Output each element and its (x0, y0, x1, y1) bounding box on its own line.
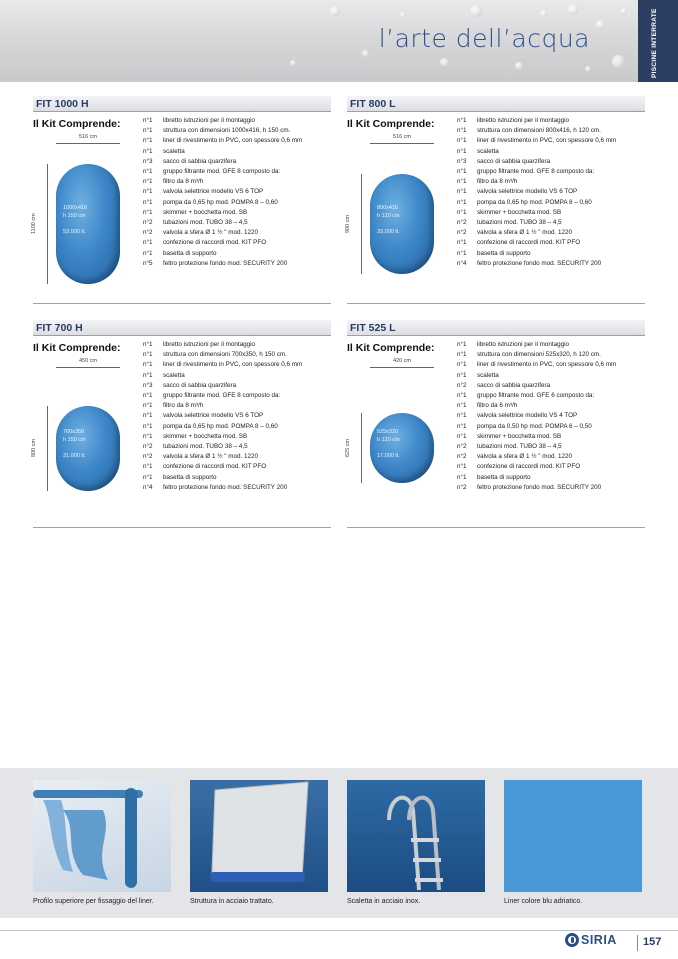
item-quantity: n°1 (457, 249, 467, 257)
item-quantity: n°1 (143, 371, 153, 379)
height-dimension-line (47, 406, 48, 491)
pool-size: 1000x416 (63, 205, 88, 211)
item-quantity: n°1 (143, 239, 153, 247)
ladder-photo (347, 780, 485, 892)
kit-item (457, 483, 647, 493)
page-number: 157 (643, 936, 662, 948)
kit-item-list (143, 116, 333, 269)
kit-item (143, 167, 333, 177)
item-text: pompa da 0,65 hp mod. POMPA 8 – 0,60 (163, 198, 278, 206)
pool-shape (370, 174, 434, 274)
item-text: valvola a sfera Ø 1 ½ " mod. 1220 (163, 229, 258, 237)
water-drop (596, 20, 605, 29)
item-text: tubazioni mod. TUBO 38 – 4,5 (163, 443, 248, 451)
item-quantity: n°1 (143, 178, 153, 186)
item-text: pompa da 0,65 hp mod. POMPA 8 – 0,60 (163, 422, 278, 430)
item-quantity: n°4 (143, 483, 153, 491)
width-dimension-line (370, 143, 434, 144)
item-quantity: n°2 (457, 483, 467, 491)
pool-depth: h 120 cm (377, 437, 400, 443)
item-quantity: n°1 (143, 402, 153, 410)
brand-logo (565, 933, 617, 947)
item-quantity: n°5 (143, 259, 153, 267)
kit-item (143, 228, 333, 238)
kit-item-list (457, 116, 647, 269)
width-dimension-line (370, 367, 434, 368)
water-drop (290, 60, 296, 66)
pool-width-label: 516 cm (78, 134, 98, 140)
item-quantity: n°1 (143, 249, 153, 257)
item-quantity: n°1 (457, 239, 467, 247)
kit-item (143, 381, 333, 391)
footer-divider (0, 930, 678, 931)
water-drop (400, 12, 406, 18)
item-text: filtro da 8 m³/h (163, 402, 204, 410)
item-text: gruppo filtrante mod. GFE 8 composto da: (477, 168, 595, 176)
kit-item (143, 360, 333, 370)
siria-logo-icon (565, 933, 579, 947)
item-quantity: n°1 (457, 361, 467, 369)
kit-item (143, 238, 333, 248)
item-text: skimmer + bocchetta mod. SB (163, 432, 248, 440)
kit-item (457, 238, 647, 248)
item-quantity: n°1 (143, 198, 153, 206)
item-text: valvola a sfera Ø 1 ½ " mod. 1220 (477, 229, 572, 237)
water-drop (440, 58, 449, 67)
item-quantity: n°1 (143, 473, 153, 481)
water-drop (540, 10, 547, 17)
kit-item (457, 340, 647, 350)
kit-item (457, 371, 647, 381)
item-text: skimmer + bocchetta mod. SB (477, 208, 562, 216)
kit-item (143, 136, 333, 146)
pool-size: 800x416 (377, 205, 399, 211)
item-quantity: n°1 (457, 198, 467, 206)
item-text: filtro da 6 m³/h (477, 402, 518, 410)
item-quantity: n°1 (457, 402, 467, 410)
ladder-icon (347, 780, 485, 892)
pool-volume: 17.000 lt. (377, 453, 400, 459)
item-text: feltro protezione fondo mod. SECURITY 200 (477, 259, 602, 267)
item-text: filtro da 8 m³/h (477, 178, 518, 186)
height-dimension-line (47, 164, 48, 284)
pool-size: 700x350 (63, 429, 85, 435)
item-quantity: n°3 (143, 157, 153, 165)
kit-item (143, 350, 333, 360)
item-text: liner di rivestimento in PVC, con spessore 0,6 mm (163, 137, 303, 145)
kit-item (457, 177, 647, 187)
kit-item (457, 208, 647, 218)
kit-item (143, 147, 333, 157)
product-block (33, 320, 331, 528)
pool-width-label: 516 cm (392, 134, 412, 140)
item-quantity: n°1 (457, 371, 467, 379)
kit-item (143, 259, 333, 269)
item-text: tubazioni mod. TUBO 38 – 4,5 (477, 443, 562, 451)
item-quantity: n°1 (143, 422, 153, 430)
liner-profile-icon (33, 780, 171, 892)
item-quantity: n°1 (143, 117, 153, 124)
item-quantity: n°1 (143, 392, 153, 400)
item-text: scaletta (163, 371, 185, 379)
item-quantity: n°1 (143, 168, 153, 176)
kit-item (143, 473, 333, 483)
kit-item (457, 259, 647, 269)
kit-item (457, 136, 647, 146)
item-text: basetta di supporto (163, 473, 217, 481)
water-drop (330, 6, 340, 16)
item-quantity: n°1 (457, 432, 467, 440)
item-quantity: n°1 (457, 117, 467, 124)
item-quantity: n°1 (457, 168, 467, 176)
item-quantity: n°1 (143, 208, 153, 216)
pool-volume: 33.000 lt. (377, 229, 400, 235)
item-quantity: n°2 (457, 453, 467, 461)
item-text: liner di rivestimento in PVC, con spessore 0,6 mm (163, 361, 303, 369)
item-quantity: n°1 (143, 188, 153, 196)
kit-item (457, 147, 647, 157)
item-text: valvola a sfera Ø 1 ½ " mod. 1220 (477, 453, 572, 461)
kit-item (143, 198, 333, 208)
kit-item (457, 462, 647, 472)
item-text: scaletta (477, 371, 499, 379)
kit-item (457, 452, 647, 462)
brand-name: SIRIA (581, 933, 617, 947)
kit-item (457, 473, 647, 483)
item-quantity: n°2 (143, 453, 153, 461)
item-quantity: n°1 (143, 463, 153, 471)
kit-item (457, 126, 647, 136)
kit-item (143, 452, 333, 462)
item-text: tubazioni mod. TUBO 38 – 4,5 (477, 219, 562, 227)
kit-label: Il Kit Comprende: (347, 342, 435, 354)
kit-item (457, 116, 647, 126)
item-quantity: n°1 (143, 341, 153, 348)
kit-label: Il Kit Comprende: (347, 118, 435, 130)
kit-item (457, 218, 647, 228)
water-drop (585, 66, 591, 72)
item-quantity: n°1 (457, 208, 467, 216)
item-quantity: n°1 (143, 137, 153, 145)
item-text: basetta di supporto (477, 473, 531, 481)
kit-item (143, 126, 333, 136)
item-quantity: n°1 (143, 412, 153, 420)
kit-item (143, 116, 333, 126)
item-quantity: n°1 (457, 412, 467, 420)
pool-width-label: 450 cm (78, 358, 98, 364)
pool-diagram (347, 134, 447, 298)
item-quantity: n°1 (143, 351, 153, 359)
kit-item (143, 208, 333, 218)
item-text: confezione di raccordi mod. KIT PFO (163, 463, 267, 471)
pool-diagram (33, 358, 133, 522)
product-title: FIT 525 L (350, 322, 396, 334)
item-quantity: n°3 (143, 381, 153, 389)
item-quantity: n°2 (143, 219, 153, 227)
item-text: confezione di raccordi mod. KIT PFO (477, 239, 581, 247)
item-quantity: n°2 (143, 229, 153, 237)
width-dimension-line (56, 367, 120, 368)
item-quantity: n°1 (457, 188, 467, 196)
kit-item (143, 187, 333, 197)
kit-item (143, 411, 333, 421)
pool-depth: h 150 cm (63, 213, 86, 219)
liner-profile-photo (33, 780, 171, 892)
pool-shape (370, 413, 434, 483)
kit-item (143, 249, 333, 259)
pool-height-label: 1100 cm (31, 213, 37, 235)
footer-separator (637, 935, 638, 951)
kit-item (457, 381, 647, 391)
product-title: FIT 700 H (36, 322, 83, 334)
item-text: valvola selettrice modello VS 6 TOP (477, 188, 578, 196)
kit-item (143, 483, 333, 493)
item-text: struttura con dimensioni 800x416, h 120 cm. (477, 127, 601, 135)
pool-shape (56, 164, 120, 284)
kit-item (143, 218, 333, 228)
item-text: struttura con dimensioni 700x350, h 150 cm. (163, 351, 287, 359)
item-text: libretto istruzioni per il montaggio (163, 117, 256, 124)
kit-item (457, 249, 647, 259)
item-quantity: n°3 (457, 157, 467, 165)
kit-item (143, 422, 333, 432)
item-text: confezione di raccordi mod. KIT PFO (477, 463, 581, 471)
item-quantity: n°2 (457, 219, 467, 227)
kit-item (143, 442, 333, 452)
pool-size: 525x320 (377, 429, 399, 435)
item-text: feltro protezione fondo mod. SECURITY 200 (477, 483, 602, 491)
item-quantity: n°1 (143, 127, 153, 135)
kit-item (457, 401, 647, 411)
kit-item-list (143, 340, 333, 493)
item-text: sacco di sabbia quarzifera (477, 157, 551, 165)
pool-height-label: 800 cm (31, 438, 37, 458)
pool-volume: 53.000 lt. (63, 229, 86, 235)
product-block (347, 96, 645, 304)
section-tab-label: PISCINE INTERRATE (651, 8, 658, 78)
item-quantity: n°1 (143, 147, 153, 155)
item-text: basetta di supporto (163, 249, 217, 257)
kit-item (457, 157, 647, 167)
item-quantity: n°1 (143, 432, 153, 440)
kit-item (143, 401, 333, 411)
pool-width-label: 420 cm (392, 358, 412, 364)
item-text: libretto istruzioni per il montaggio (163, 341, 256, 348)
pool-diagram (33, 134, 133, 298)
item-text: pompa da 0,65 hp mod. POMPA 8 – 0,60 (477, 198, 592, 206)
kit-item (457, 187, 647, 197)
item-text: pompa da 0,50 hp mod. POMPA 6 – 0,50 (477, 422, 592, 430)
kit-item (457, 360, 647, 370)
kit-item (457, 432, 647, 442)
kit-item (457, 228, 647, 238)
item-text: tubazioni mod. TUBO 38 – 4,5 (163, 219, 248, 227)
kit-item (143, 371, 333, 381)
kit-item (143, 157, 333, 167)
item-text: valvola a sfera Ø 1 ½ " mod. 1220 (163, 453, 258, 461)
item-text: valvola selettrice modello VS 4 TOP (477, 412, 578, 420)
item-quantity: n°1 (457, 473, 467, 481)
photo-caption: Profilo superiore per fissaggio del liner. (33, 898, 154, 905)
item-quantity: n°1 (457, 137, 467, 145)
item-quantity: n°1 (457, 422, 467, 430)
kit-item (457, 198, 647, 208)
photo-caption: Scaletta in acciaio inox. (347, 898, 421, 905)
item-text: libretto istruzioni per il montaggio (477, 341, 570, 348)
water-drop (568, 4, 579, 15)
item-text: skimmer + bocchetta mod. SB (163, 208, 248, 216)
photo-caption: Struttura in acciaio trattato. (190, 898, 274, 905)
item-quantity: n°1 (143, 361, 153, 369)
kit-label: Il Kit Comprende: (33, 118, 121, 130)
item-text: sacco di sabbia quarzifera (477, 381, 551, 389)
kit-item (143, 432, 333, 442)
water-drop (612, 55, 625, 68)
water-drop (362, 50, 369, 57)
water-drop (470, 5, 482, 17)
item-text: feltro protezione fondo mod. SECURITY 200 (163, 483, 288, 491)
item-text: basetta di supporto (477, 249, 531, 257)
kit-item (143, 177, 333, 187)
item-text: confezione di raccordi mod. KIT PFO (163, 239, 267, 247)
item-text: feltro protezione fondo mod. SECURITY 200 (163, 259, 288, 267)
item-text: gruppo filtrante mod. GFE 6 composto da: (477, 392, 595, 400)
item-text: struttura con dimensioni 525x320, h 120 cm. (477, 351, 601, 359)
pool-diagram (347, 358, 447, 522)
item-text: skimmer + bocchetta mod. SB (477, 432, 562, 440)
kit-item (143, 340, 333, 350)
item-text: scaletta (477, 147, 499, 155)
item-text: liner di rivestimento in PVC, con spessore 0,6 mm (477, 137, 617, 145)
kit-item (457, 167, 647, 177)
item-text: libretto istruzioni per il montaggio (477, 117, 570, 124)
item-text: liner di rivestimento in PVC, con spessore 0,6 mm (477, 361, 617, 369)
product-block (33, 96, 331, 304)
pool-shape (56, 406, 120, 491)
kit-item (143, 462, 333, 472)
pool-depth: h 120 cm (377, 213, 400, 219)
kit-item (457, 411, 647, 421)
item-text: valvola selettrice modello VS 6 TOP (163, 188, 264, 196)
item-quantity: n°1 (457, 178, 467, 186)
item-quantity: n°1 (457, 341, 467, 348)
item-text: struttura con dimensioni 1000x416, h 150 cm. (163, 127, 291, 135)
blue-liner-photo (504, 780, 642, 892)
height-dimension-line (361, 174, 362, 274)
steel-structure-icon (190, 780, 328, 892)
kit-item (457, 422, 647, 432)
item-text: gruppo filtrante mod. GFE 8 composto da: (163, 168, 281, 176)
pool-volume: 31.000 lt. (63, 453, 86, 459)
item-text: sacco di sabbia quarzifera (163, 381, 237, 389)
water-drop (620, 8, 627, 15)
page-title: l’arte dell’acqua (378, 24, 590, 53)
product-title: FIT 1000 H (36, 98, 89, 110)
kit-item (457, 350, 647, 360)
pool-height-label: 900 cm (345, 214, 351, 234)
item-quantity: n°4 (457, 259, 467, 267)
item-quantity: n°1 (457, 127, 467, 135)
item-quantity: n°2 (457, 443, 467, 451)
item-text: valvola selettrice modello VS 6 TOP (163, 412, 264, 420)
item-text: sacco di sabbia quarzifera (163, 157, 237, 165)
water-drop (515, 62, 523, 70)
item-text: filtro da 8 m³/h (163, 178, 204, 186)
item-text: scaletta (163, 147, 185, 155)
item-quantity: n°1 (457, 463, 467, 471)
kit-item (143, 391, 333, 401)
product-block (347, 320, 645, 528)
item-quantity: n°2 (457, 229, 467, 237)
item-quantity: n°1 (457, 351, 467, 359)
photo-caption: Liner colore blu adriatico. (504, 898, 583, 905)
item-text: gruppo filtrante mod. GFE 8 composto da: (163, 392, 281, 400)
header-band (0, 0, 678, 82)
kit-item-list (457, 340, 647, 493)
pool-height-label: 625 cm (345, 438, 351, 458)
item-quantity: n°1 (457, 147, 467, 155)
item-quantity: n°1 (457, 392, 467, 400)
kit-item (457, 442, 647, 452)
width-dimension-line (56, 143, 120, 144)
item-quantity: n°2 (457, 381, 467, 389)
kit-item (457, 391, 647, 401)
item-quantity: n°2 (143, 443, 153, 451)
pool-depth: h 150 cm (63, 437, 86, 443)
kit-label: Il Kit Comprende: (33, 342, 121, 354)
product-title: FIT 800 L (350, 98, 396, 110)
steel-structure-photo (190, 780, 328, 892)
height-dimension-line (361, 413, 362, 483)
